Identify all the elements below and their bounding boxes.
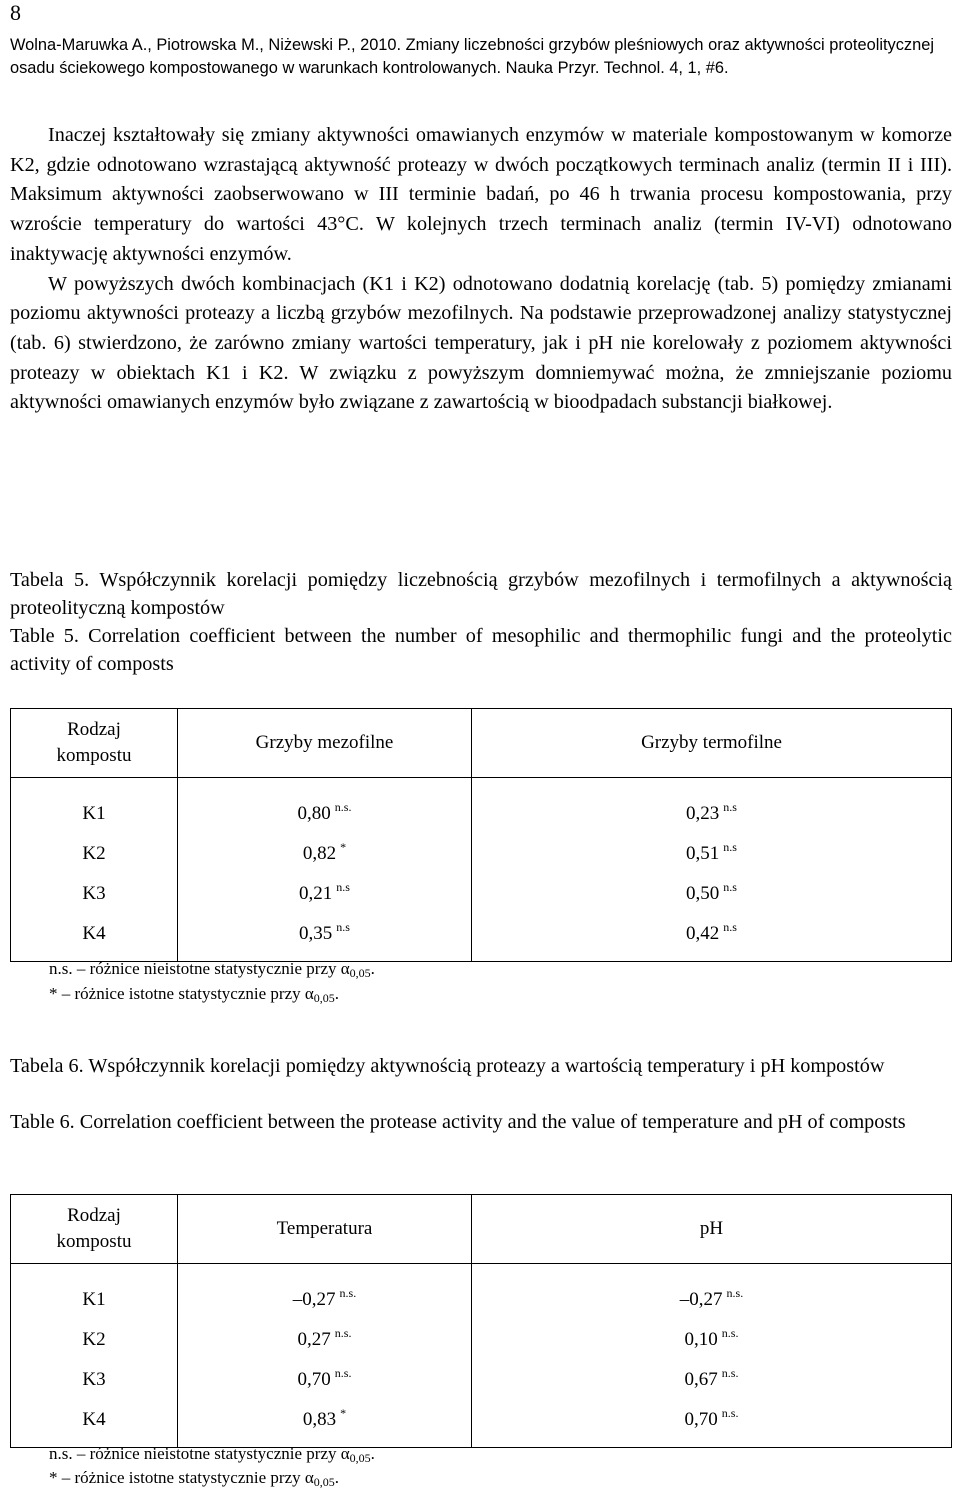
column-header: Rodzaj kompostu	[11, 1195, 178, 1264]
table-cell: 0,50 $^{n.s}$	[472, 874, 952, 914]
table-cell: –0,27 $^{n.s.}$	[472, 1280, 952, 1320]
table-row	[11, 1400, 952, 1440]
table-row	[11, 914, 952, 954]
table-cell: 0,42 $^{n.s}$	[472, 914, 952, 954]
table-cell: 0,21 $^{n.s}$	[178, 874, 472, 914]
table-cell: 0,82 *	[178, 834, 472, 874]
table6-note-star: * – różnice istotne statystycznie przy α0,05.	[49, 1468, 340, 1489]
table-header-row	[11, 1195, 952, 1264]
table5	[10, 708, 952, 962]
page-number: 8	[10, 0, 21, 25]
table-header-row	[11, 709, 952, 778]
table-row	[11, 1320, 952, 1360]
table5-caption-pl: Tabela 5. Współczynnik korelacji pomiędzy liczebnością grzybów mezofilnych i termofilnych a aktywnością proteolityczną kompostów	[10, 569, 952, 619]
table-cell: 0,83 *	[178, 1400, 472, 1440]
column-header: pH	[472, 1195, 952, 1264]
table-row	[11, 794, 952, 834]
body-text	[10, 121, 952, 418]
column-header: Grzyby mezofilne	[178, 709, 472, 778]
table6	[10, 1194, 952, 1448]
table6-caption-pl: Tabela 6. Współczynnik korelacji pomiędzy aktywnością proteazy a wartością temperatury i pH kompostów	[10, 1055, 885, 1077]
table6-note-ns: n.s. – różnice nieistotne statystycznie przy α0,05.	[49, 1444, 375, 1465]
table-cell: 0,67 $^{n.s.}$	[472, 1360, 952, 1400]
paragraph: Inaczej kształtowały się zmiany aktywności omawianych enzymów w materiale kompostowanym w komorze K2, gdzie odnotowano wzrastającą aktywność proteazy w dwóch początkowych terminach analiz (termin II i III). Maksimum aktywności zaobserwowano w III terminie badań, po 46 h trwania procesu kompostowania, przy wzroście temperatury do wartości 43°C. W kolejnych trzech terminach analiz (termin IV-VI) odnotowano inaktywację aktywności enzymów.	[10, 124, 952, 265]
row-label: K1	[82, 1288, 106, 1310]
row-label: K3	[82, 882, 106, 904]
column-header: Rodzaj kompostu	[11, 709, 178, 778]
table-cell: 0,70 $^{n.s.}$	[178, 1360, 472, 1400]
row-label: K2	[82, 842, 106, 864]
row-label: K2	[82, 1328, 106, 1350]
row-label: K1	[82, 802, 106, 824]
table-cell: 0,80 $^{n.s.}$	[178, 794, 472, 834]
column-header: Temperatura	[178, 1195, 472, 1264]
table-cell: 0,27 $^{n.s.}$	[178, 1320, 472, 1360]
table-cell: 0,35 $^{n.s}$	[178, 914, 472, 954]
citation-header: Wolna-Maruwka A., Piotrowska M., Niżewski P., 2010. Zmiany liczebności grzybów pleśniowych oraz aktywności proteolitycznej osadu ściekowego kompostowanego w warunkach kontrolowanych. Nauka Przyr. Technol. 4, 1, #6.	[10, 36, 935, 77]
table-cell: –0,27 $^{n.s.}$	[178, 1280, 472, 1320]
table-cell: 0,51 $^{n.s}$	[472, 834, 952, 874]
paragraph: W powyższych dwóch kombinacjach (K1 i K2) odnotowano dodatnią korelację (tab. 5) pomiędzy zmianami poziomu aktywności proteazy a liczbą grzybów mezofilnych. Na podstawie przeprowadzonej analizy statystycznej (tab. 6) stwierdzono, że zarówno zmiany wartości temperatury, jak i pH nie korelowały z poziomem aktywności proteazy w obiektach K1 i K2. W związku z powyższym domniemywać można, że zmniejszanie poziomu aktywności omawianych enzymów było związane z zawartością w bioodpadach substancji białkowej.	[10, 272, 952, 414]
table5-caption-en: Table 5. Correlation coefficient between the number of mesophilic and thermophilic fungi and the proteolytic activity of composts	[10, 625, 952, 675]
table-cell: 0,23 $^{n.s}$	[472, 794, 952, 834]
table-cell: 0,70 $^{n.s.}$	[472, 1400, 952, 1440]
table5-note-ns: n.s. – różnice nieistotne statystycznie przy α0,05.	[49, 959, 375, 980]
table-row	[11, 1280, 952, 1320]
table6-caption-en: Table 6. Correlation coefficient between the protease activity and the value of temperature and pH of composts	[10, 1111, 906, 1133]
table5-note-star: * – różnice istotne statystycznie przy α0,05.	[49, 984, 340, 1005]
row-label: K3	[82, 1368, 106, 1390]
column-header: Grzyby termofilne	[472, 709, 952, 778]
table-cell: 0,10 $^{n.s.}$	[472, 1320, 952, 1360]
row-label: K4	[82, 922, 106, 944]
table-row	[11, 874, 952, 914]
table-row	[11, 834, 952, 874]
table-row	[11, 1360, 952, 1400]
row-label: K4	[82, 1408, 106, 1430]
